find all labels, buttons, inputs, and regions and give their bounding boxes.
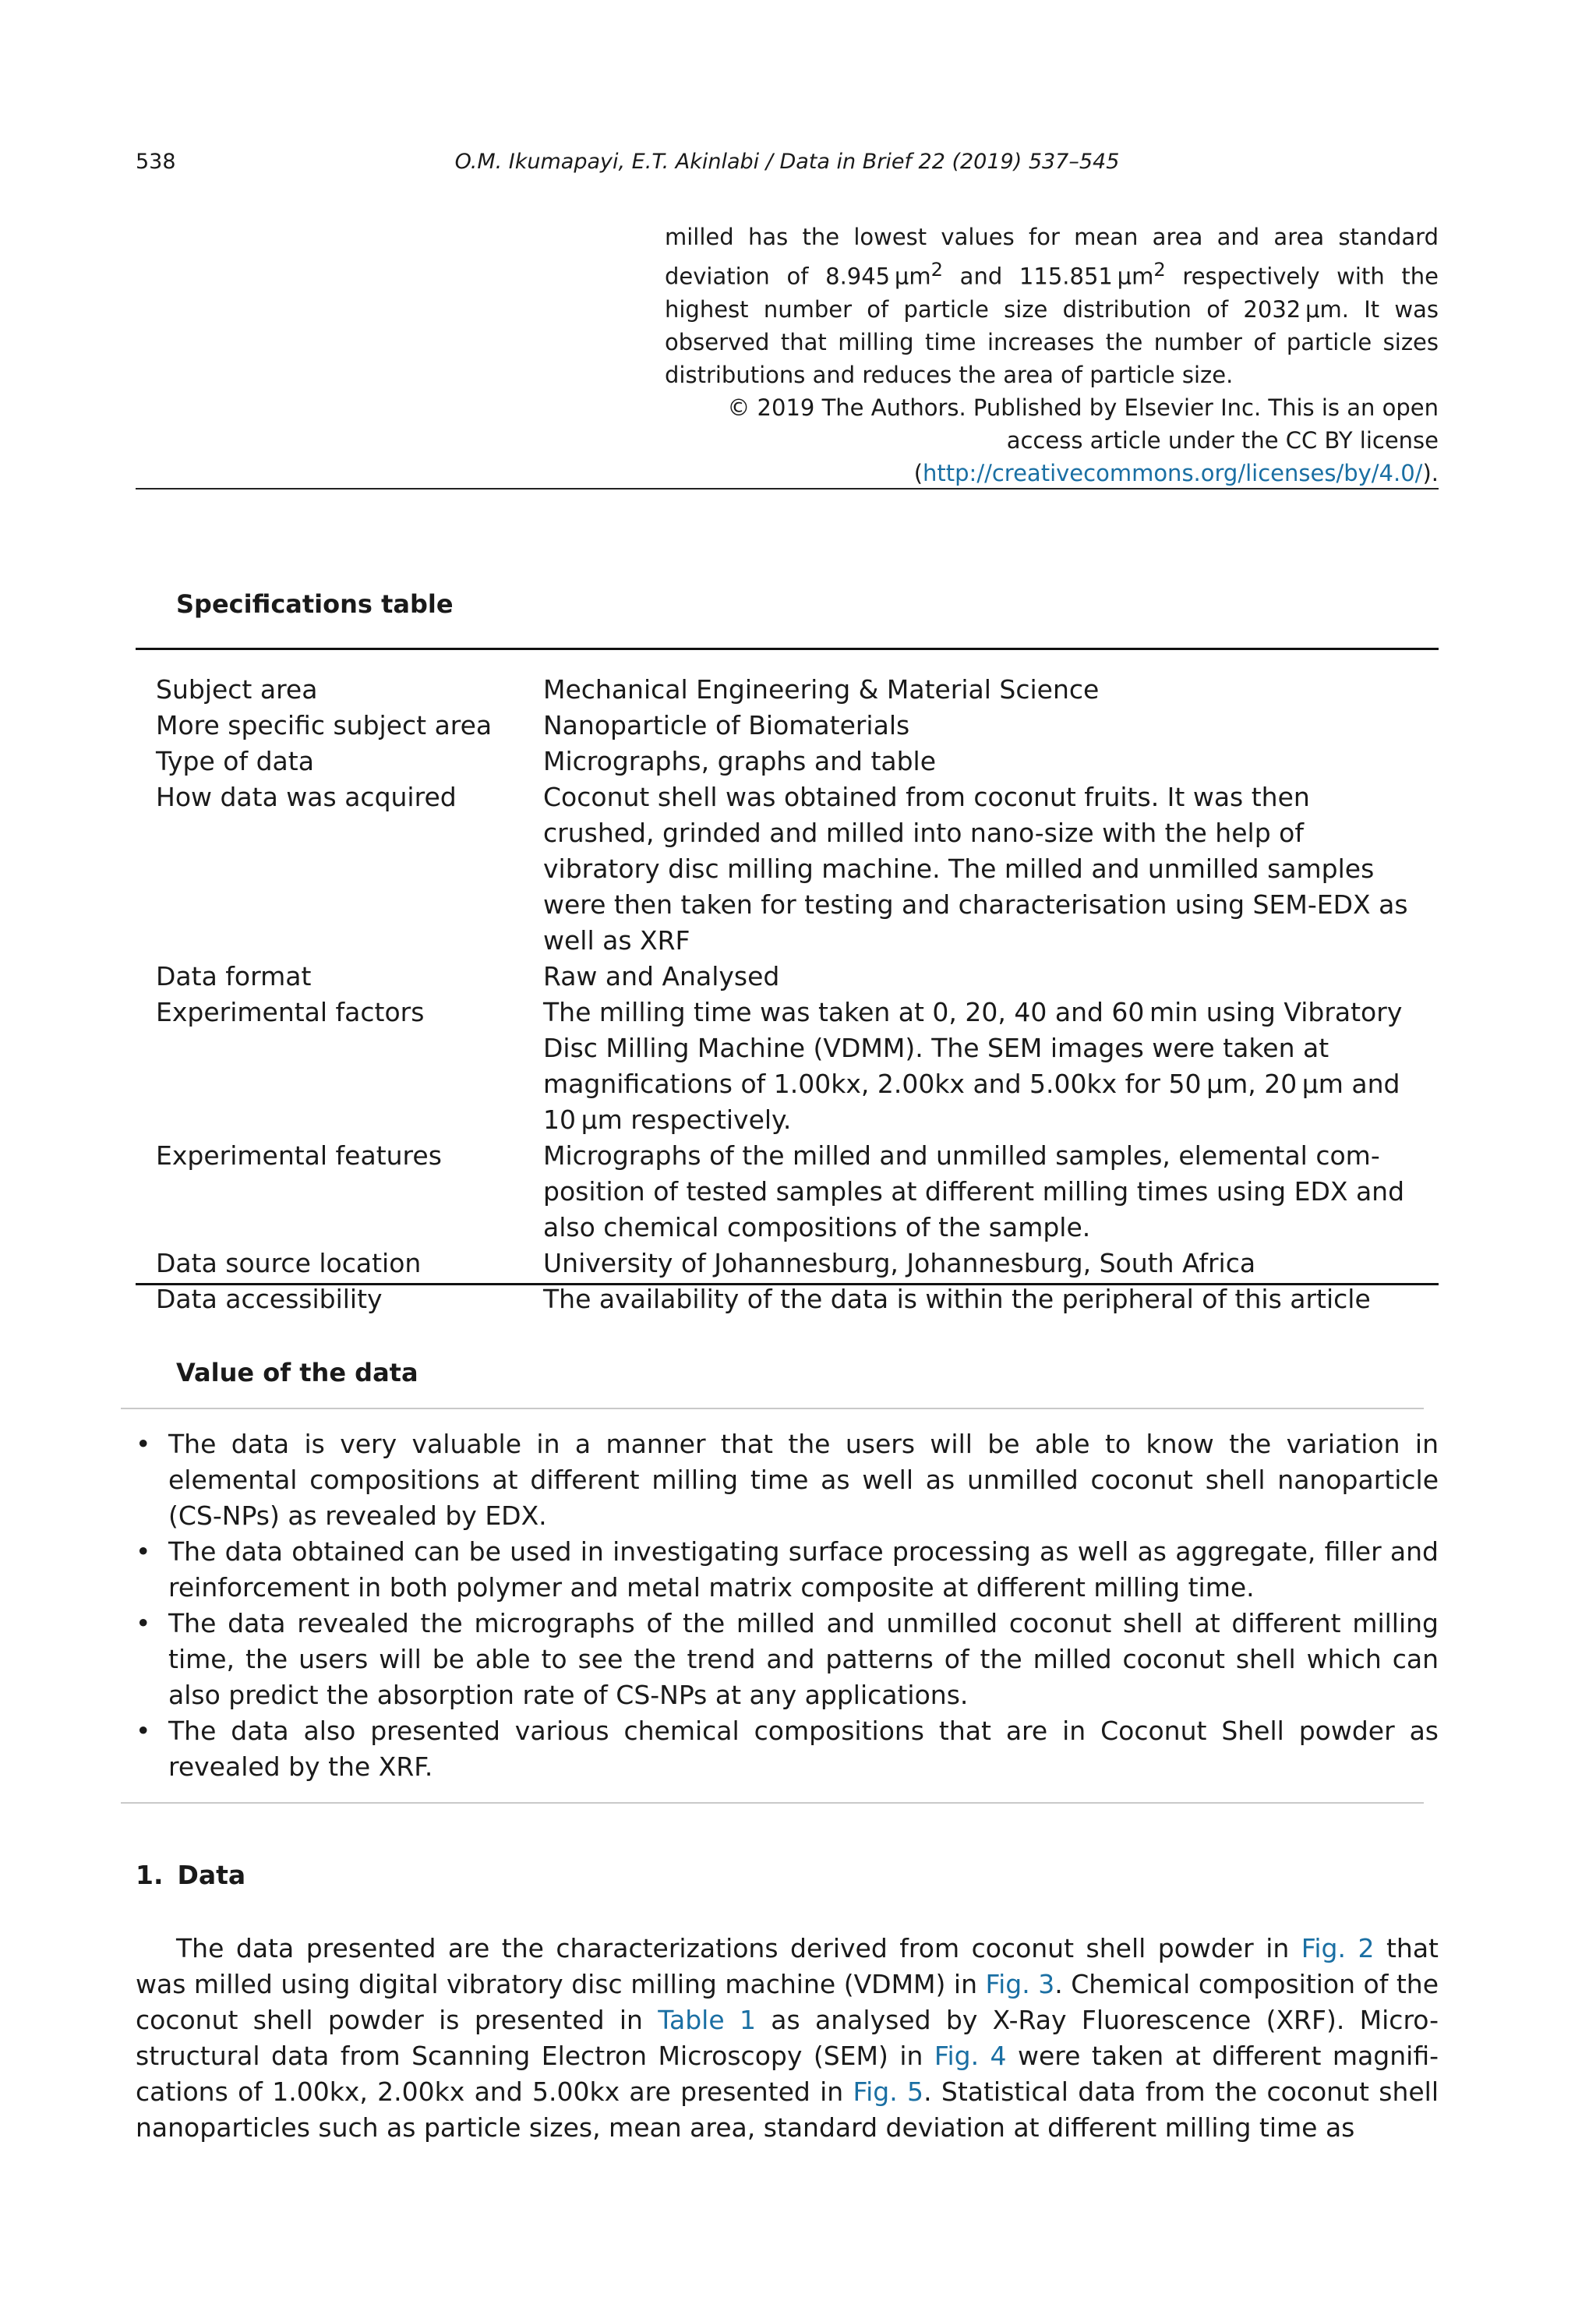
list-item: • The data obtained can be used in investigating surface processing as well as aggregate, filler and reinforcement in both polymer and metal matrix composite at different milling time. xyxy=(136,1534,1439,1606)
value-list xyxy=(136,1426,1439,1785)
bullet-icon: • xyxy=(136,1536,151,1567)
list-item: • The data revealed the micrographs of the milled and unmilled coconut shell at different milling time, the users will be able to see the trend and patterns of the milled coconut shell which can also predict the absorption rate of CS-NPs at any applications. xyxy=(136,1606,1439,1713)
spec-value: University of Johannesburg, Johannesburg, South Africa xyxy=(543,1248,1256,1278)
table-row xyxy=(156,1281,1439,1317)
table-bottom-rule xyxy=(136,1283,1439,1285)
copyright-line-2: access article under the CC BY license xyxy=(1006,426,1439,454)
table-row xyxy=(156,708,1439,744)
spec-value: Coconut shell was obtained from coconut fruits. It was then crushed, grinded and milled into nano-size with the help of vibratory disc milling machine. The milled and unmilled samples were then taken for testing and characterisation using SEM-EDX as well as XRF xyxy=(543,782,1408,956)
page-number: 538 xyxy=(136,150,176,174)
fig4-link[interactable]: Fig. 4 xyxy=(934,2041,1007,2071)
abstract-text: milled has the lowest values for mean area and area standard deviation of 8.945 $\mu m^2$ and 115.851 $\mu m^2$ respectively with the highest number of particle size distribution of 2032 μm. It was observed that milling time increases the number of particle sizes distributions and reduces the area of particle size. xyxy=(665,224,1439,388)
bullet-icon: • xyxy=(136,1716,151,1746)
spec-key: Data source location xyxy=(156,1248,422,1278)
table-row xyxy=(156,779,1439,959)
table-row xyxy=(156,995,1439,1138)
table-row xyxy=(156,1246,1439,1281)
journal-reference: O.M. Ikumapayi, E.T. Akinlabi / Data in Brief 22 (2019) 537–545 xyxy=(454,150,1120,174)
body-paragraph: The data presented are the characterizations derived from coconut shell powder in Fig. 2 that was milled using digital vibratory disc milling machine (VDMM) in Fig. 3. Chemical composition of the coconut shell powder is presented in Table 1 as analysed by X-Ray Fluorescence (XRF). Micro-structural data from Scanning Electron Microscopy (SEM) in Fig. 4 were taken at different magnifi-cations of 1.00kx, 2.00kx and 5.00kx are presented in Fig. 5. Statistical data from the coconut shell nanoparticles such as particle sizes, mean area, standard deviation at different milling time as xyxy=(136,1933,1439,2143)
section-number: 1. xyxy=(136,1860,164,1890)
value-bottom-rule xyxy=(121,1802,1424,1804)
license-line: (http://creativecommons.org/licenses/by/4.0/). xyxy=(913,459,1439,486)
fig3-link[interactable]: Fig. 3 xyxy=(985,1969,1055,1999)
fig2-link[interactable]: Fig. 2 xyxy=(1301,1933,1375,1963)
abstract-divider xyxy=(136,488,1439,489)
list-item: • The data is very valuable in a manner that the users will be able to know the variation in elemental compositions at different milling time as well as unmilled coconut shell nanoparticle (CS-NPs) as revealed by EDX. xyxy=(136,1426,1439,1534)
section-heading xyxy=(136,1860,245,1890)
running-head xyxy=(136,150,1439,181)
table-row xyxy=(156,744,1439,779)
spec-value: Mechanical Engineering & Material Science xyxy=(543,674,1100,705)
table-row xyxy=(156,672,1439,708)
license-link[interactable]: http://creativecommons.org/licenses/by/4.0/ xyxy=(923,459,1423,486)
spec-key: More specific subject area xyxy=(156,710,493,740)
spec-value: Micrographs of the milled and unmilled samples, elemental com-position of tested samples at different milling times using EDX and also chemical compositions of the sample. xyxy=(543,1140,1405,1242)
table1-link[interactable]: Table 1 xyxy=(658,2005,756,2035)
table-row xyxy=(156,959,1439,995)
spec-value: Nanoparticle of Biomaterials xyxy=(543,710,910,740)
list-item: • The data also presented various chemical compositions that are in Coconut Shell powder as revealed by the XRF. xyxy=(136,1713,1439,1785)
bullet-icon: • xyxy=(136,1429,151,1459)
value-top-rule xyxy=(121,1408,1424,1409)
spec-key: Type of data xyxy=(156,746,314,776)
section-title: Data xyxy=(177,1860,246,1890)
copyright-line-1: © 2019 The Authors. Published by Elsevier Inc. This is an open xyxy=(727,394,1439,421)
table-row xyxy=(156,1138,1439,1246)
value-heading: Value of the data xyxy=(176,1358,418,1387)
spec-key: Experimental factors xyxy=(156,997,425,1027)
spec-value: The milling time was taken at 0, 20, 40 and 60 min using Vibratory Disc Milling Machine (VDMM). The SEM images were taken at magnifications of 1.00kx, 2.00kx and 5.00kx for 50 μm, 20 μm and 10 μm respectively. xyxy=(543,997,1403,1135)
specifications-heading: Specifications table xyxy=(176,589,454,619)
spec-key: Data format xyxy=(156,961,312,991)
specifications-table xyxy=(156,672,1439,1317)
spec-key: Subject area xyxy=(156,674,318,705)
table-top-rule xyxy=(136,648,1439,650)
fig5-link[interactable]: Fig. 5 xyxy=(853,2076,924,2107)
spec-key: Data accessibility xyxy=(156,1284,383,1314)
spec-value: Micrographs, graphs and table xyxy=(543,746,937,776)
abstract-continuation xyxy=(665,221,1439,489)
bullet-icon: • xyxy=(136,1608,151,1638)
spec-value: The availability of the data is within the peripheral of this article xyxy=(543,1284,1371,1314)
spec-key: Experimental features xyxy=(156,1140,442,1171)
spec-key: How data was acquired xyxy=(156,782,457,812)
spec-value: Raw and Analysed xyxy=(543,961,780,991)
